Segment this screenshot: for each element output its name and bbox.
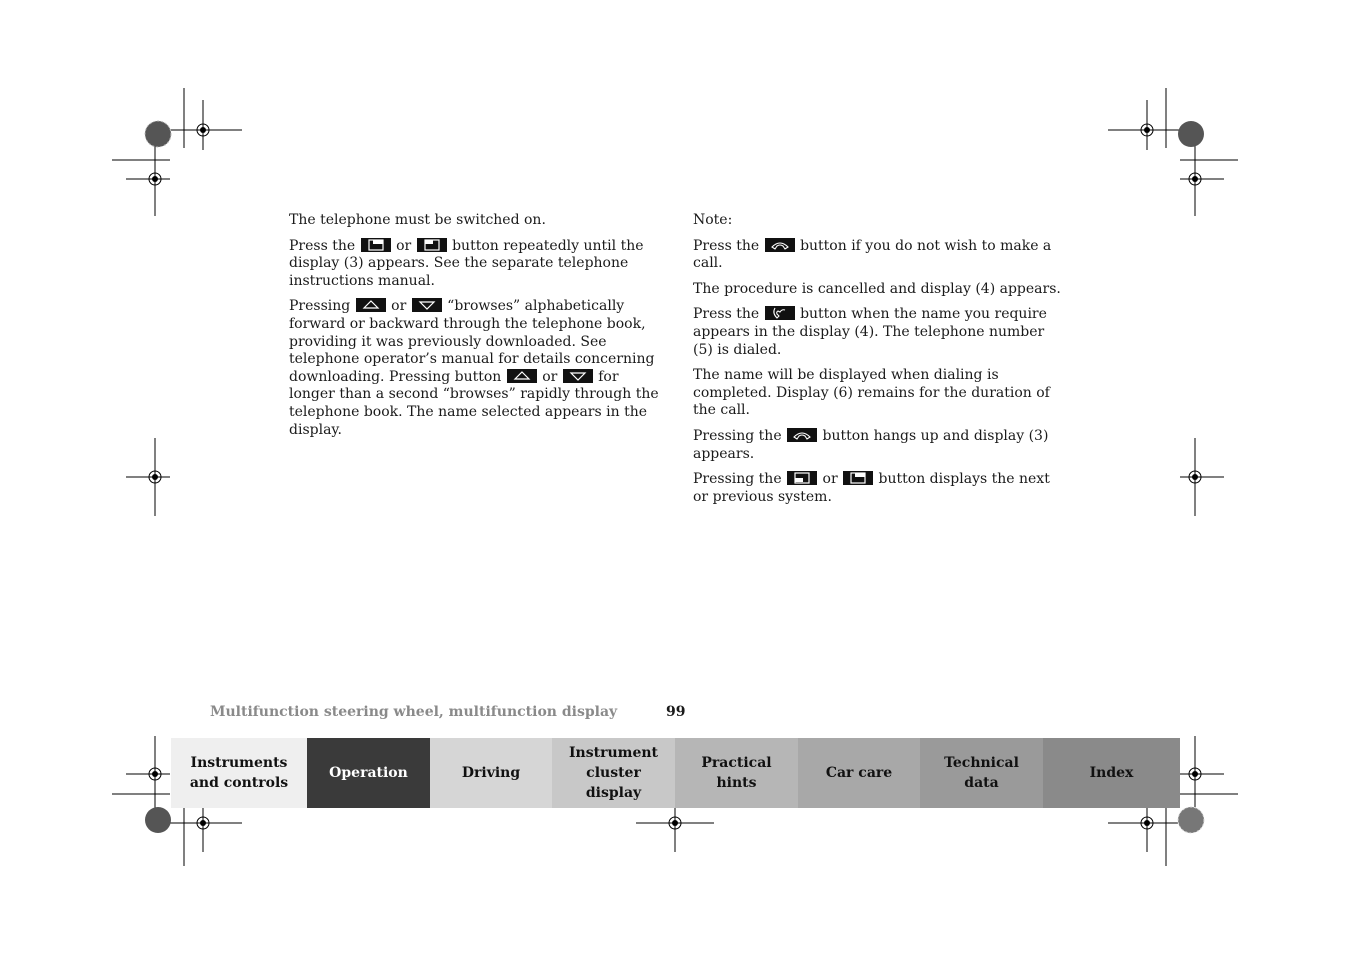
call-button-icon [765,306,795,320]
left-text-column [289,212,661,447]
tab-label: Technical data [944,755,1019,791]
tab-label: Car care [825,765,893,781]
section-tab-bar [171,738,1180,808]
text: Press the [289,237,356,254]
text: Pressing [289,298,351,315]
text: button displays the next or previous system. [693,471,1050,505]
tab-index[interactable] [1043,738,1180,808]
tab-instrument-cluster-display[interactable] [552,738,675,808]
tab-label: Index [1089,765,1134,781]
text: “browses” alphabetically forward or backward through the telephone book, providing it was previously downloaded. See telephone operator’s manual for details concerning downloading. Pressing button [289,298,655,385]
paragraph-hang-up [693,428,1065,463]
section-title: Multifunction steering wheel, multifunction display [210,704,618,720]
up-arrow-button-icon [356,298,386,312]
paragraph-switch-on: The telephone must be switched on. [289,212,546,228]
hang-up-button-icon [765,238,795,252]
tab-technical-data[interactable] [920,738,1043,808]
paragraph-name-displayed: The name will be displayed when dialing is completed. Display (6) remains for the duration of the call. [693,367,1050,419]
paragraph-browse-phonebook [289,298,661,439]
text: Press the [693,237,760,254]
up-arrow-button-icon [507,369,537,383]
down-arrow-button-icon [412,298,442,312]
next-system-button-icon [843,471,873,485]
tab-practical-hints[interactable] [675,738,798,808]
tab-operation[interactable] [307,738,430,808]
tab-label: Driving [461,765,521,781]
paragraph-next-system [693,471,1065,506]
text: button hangs up and display (3) appears. [693,427,1049,462]
text: or [822,471,838,488]
page-number: 99 [666,704,686,720]
text: Pressing the [693,427,782,444]
tab-driving[interactable] [430,738,552,808]
text: Pressing the [693,471,782,488]
text: or [396,237,412,254]
down-arrow-button-icon [563,369,593,383]
note-label: Note: [693,212,733,228]
next-system-button-icon [361,238,391,252]
text: button when the name you require appears in the display (4). The telephone number (5) is dialed. [693,306,1047,358]
text: button if you do not wish to make a call. [693,237,1052,272]
paragraph-dial [693,306,1065,359]
tab-car-care[interactable] [798,738,920,808]
hang-up-button-icon [787,428,817,442]
paragraph-select-display [289,238,661,291]
previous-system-button-icon [417,238,447,252]
previous-system-button-icon [787,471,817,485]
tab-instruments-and-controls[interactable] [171,738,307,808]
text: Press the [693,306,760,323]
tab-label: Instrument cluster display [569,745,658,801]
text: button repeatedly until the display (3) appears. See the separate telephone instructions manual. [289,237,644,289]
tab-label: Practical hints [701,755,772,791]
paragraph-cancel-call [693,238,1065,273]
tab-label: Operation [329,765,408,781]
text: or [542,368,558,385]
text: for longer than a second “browses” rapidly through the telephone book. The name selected appears in the display. [289,368,659,438]
tab-label: Instruments and controls [189,755,289,791]
paragraph-procedure-cancelled: The procedure is cancelled and display (4) appears. [693,280,1061,297]
text: or [391,298,407,315]
right-text-column [693,212,1065,514]
